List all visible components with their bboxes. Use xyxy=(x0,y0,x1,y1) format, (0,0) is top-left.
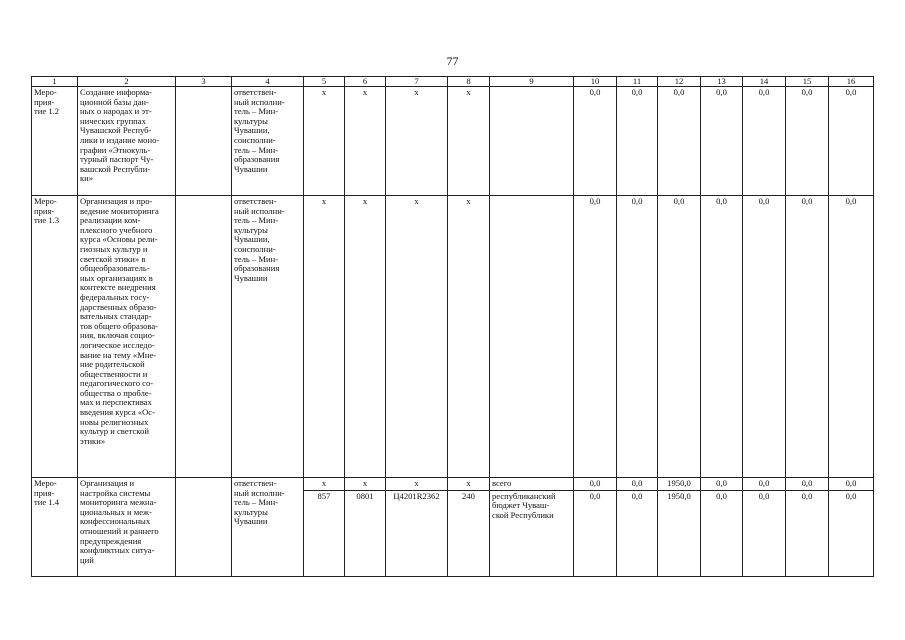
col-header: 16 xyxy=(829,77,874,87)
cell-col9 xyxy=(490,87,574,196)
cell-col12: 0,0 xyxy=(658,87,701,196)
cell-col12: 0,0 xyxy=(658,196,701,478)
measure-executor: ответствен- ный исполни- тель – Мин- культуры Чувашии, соисполни- тель – Мин- образования Чувашии xyxy=(232,196,304,478)
cell-col6: x xyxy=(345,196,386,478)
cell-col11: 0,0 xyxy=(617,196,658,478)
cell-col13: 0,0 xyxy=(701,490,743,576)
col-header: 5 xyxy=(304,77,345,87)
cell-col16: 0,0 xyxy=(829,196,874,478)
cell-col15: 0,0 xyxy=(786,478,829,491)
cell-col14: 0,0 xyxy=(743,478,786,491)
measures-table xyxy=(31,76,874,577)
measure-name: Организация и настройка системы мониторинга межна- циональных и меж- конфессиональных отношений и раннего предупреждения конфликтных ситуа- ций xyxy=(78,478,176,577)
cell-col7: Ц4201R2362 xyxy=(386,490,448,576)
table-row xyxy=(32,87,874,196)
cell-col15: 0,0 xyxy=(786,196,829,478)
cell-col5: x xyxy=(304,196,345,478)
cell-col8: x xyxy=(448,478,490,491)
col-header: 8 xyxy=(448,77,490,87)
cell-col6: x xyxy=(345,87,386,196)
cell-col12: 1950,0 xyxy=(658,478,701,491)
col-header: 11 xyxy=(617,77,658,87)
cell-col8: x xyxy=(448,87,490,196)
cell-col8: 240 xyxy=(448,490,490,576)
column-number-row xyxy=(32,77,874,87)
cell-col16: 0,0 xyxy=(829,478,874,491)
col-header: 14 xyxy=(743,77,786,87)
cell-col7: x xyxy=(386,196,448,478)
cell-col9: республиканский бюджет Чуваш- ской Республики xyxy=(490,490,574,576)
cell-col16: 0,0 xyxy=(829,490,874,576)
cell-col9 xyxy=(490,196,574,478)
measure-name: Организация и про- ведение мониторинга реализации ком- плексного учебного курса «Основы рели- гиозных культур и светской этики» в общеобразователь- ных организациях в контексте внедрения федеральных госу- дарственных образо- вательных стандар- тов общего образова- ния, включая социо- логическое исследо- вание на тему «Мне- ние родительской общественности и педагогического со- общества о пробле- мах и перспективах введения курса «Ос- новы религиозных культур и светской этики» xyxy=(78,196,176,478)
col-header: 15 xyxy=(786,77,829,87)
cell-col14: 0,0 xyxy=(743,87,786,196)
cell-col5: x xyxy=(304,478,345,491)
col-header: 1 xyxy=(32,77,78,87)
cell-col10: 0,0 xyxy=(574,490,617,576)
cell-col14: 0,0 xyxy=(743,490,786,576)
cell-col3 xyxy=(176,196,232,478)
cell-col3 xyxy=(176,478,232,577)
col-header: 6 xyxy=(345,77,386,87)
col-header: 7 xyxy=(386,77,448,87)
measure-id: Меро- прия- тие 1.2 xyxy=(32,87,78,196)
col-header: 9 xyxy=(490,77,574,87)
cell-col5: x xyxy=(304,87,345,196)
measure-id: Меро- прия- тие 1.3 xyxy=(32,196,78,478)
cell-col13: 0,0 xyxy=(701,196,743,478)
cell-col15: 0,0 xyxy=(786,490,829,576)
cell-col13: 0,0 xyxy=(701,87,743,196)
col-header: 2 xyxy=(78,77,176,87)
col-header: 3 xyxy=(176,77,232,87)
cell-col11: 0,0 xyxy=(617,87,658,196)
cell-col10: 0,0 xyxy=(574,87,617,196)
cell-col3 xyxy=(176,87,232,196)
col-header: 4 xyxy=(232,77,304,87)
cell-col10: 0,0 xyxy=(574,478,617,491)
table-row xyxy=(32,478,874,491)
cell-col6: 0801 xyxy=(345,490,386,576)
col-header: 10 xyxy=(574,77,617,87)
cell-col8: x xyxy=(448,196,490,478)
measure-name: Создание информа- ционной базы дан- ных о народах и эт- нических группах Чувашской Респуб- лики и издание моно- графии «Этнокуль- турный паспорт Чу- вашской Республи- ки» xyxy=(78,87,176,196)
measure-id: Меро- прия- тие 1.4 xyxy=(32,478,78,577)
cell-col11: 0,0 xyxy=(617,478,658,491)
cell-col16: 0,0 xyxy=(829,87,874,196)
measure-executor: ответствен- ный исполни- тель – Мин- культуры Чувашии xyxy=(232,478,304,577)
col-header: 13 xyxy=(701,77,743,87)
cell-col14: 0,0 xyxy=(743,196,786,478)
cell-col11: 0,0 xyxy=(617,490,658,576)
cell-col7: x xyxy=(386,478,448,491)
cell-col6: x xyxy=(345,478,386,491)
cell-col5: 857 xyxy=(304,490,345,576)
page-number: 77 xyxy=(446,54,459,68)
cell-col7: x xyxy=(386,87,448,196)
measure-executor: ответствен- ный исполни- тель – Мин- культуры Чувашии, соисполни- тель – Мин- образования Чувашии xyxy=(232,87,304,196)
table-row xyxy=(32,196,874,478)
cell-col9: всего xyxy=(490,478,574,491)
cell-col13: 0,0 xyxy=(701,478,743,491)
col-header: 12 xyxy=(658,77,701,87)
cell-col10: 0,0 xyxy=(574,196,617,478)
cell-col15: 0,0 xyxy=(786,87,829,196)
cell-col12: 1950,0 xyxy=(658,490,701,576)
